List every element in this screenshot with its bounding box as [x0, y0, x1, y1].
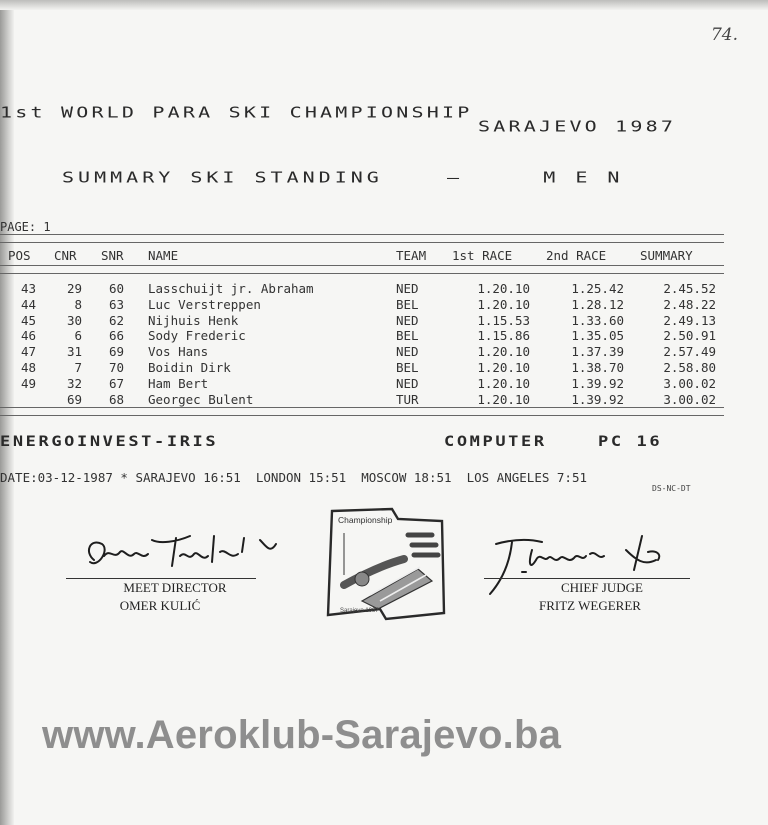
cell-race1: 1.20.10	[477, 296, 530, 312]
company-name: ENERGOINVEST-IRIS	[0, 433, 219, 450]
cell-cnr: 31	[66, 344, 82, 360]
cell-race2: 1.39.92	[571, 391, 624, 407]
cell-team: NED	[396, 375, 419, 391]
cell-summary: 2.49.13	[663, 312, 716, 328]
cell-cnr: 32	[66, 375, 82, 391]
cell-snr: 66	[108, 328, 124, 344]
chief-judge-line	[484, 578, 690, 579]
column-header: SUMMARY	[640, 248, 693, 263]
cell-race2: 1.37.39	[571, 344, 624, 360]
cell-team: BEL	[396, 328, 419, 344]
cell-race1: 1.15.53	[477, 312, 530, 328]
cell-snr: 69	[108, 344, 124, 360]
cell-summary: 2.48.22	[663, 296, 716, 312]
cell-race1: 1.20.10	[477, 344, 530, 360]
cell-race2: 1.39.92	[571, 375, 624, 391]
column-header: 1st RACE	[452, 248, 513, 263]
cell-summary: 2.58.80	[663, 360, 716, 375]
cell-race1: 1.20.10	[477, 375, 530, 391]
cell-summary: 2.45.52	[663, 281, 716, 296]
cell-race2: 1.38.70	[571, 360, 624, 375]
column-header: SNR	[101, 248, 124, 263]
page-number-note: 74.	[710, 25, 738, 45]
table-top-rule	[0, 234, 724, 243]
table-row	[0, 328, 730, 344]
cell-summary: 3.00.02	[663, 391, 716, 407]
cell-pos: 48	[20, 360, 36, 375]
cell-summary: 3.00.02	[663, 375, 716, 391]
cell-team: NED	[396, 344, 419, 360]
cell-name: Sody Frederic	[148, 328, 246, 344]
chief-judge-role: CHIEF JUDGE	[561, 580, 643, 595]
document-subtitle: SUMMARY SKI STANDING — M E N	[62, 168, 624, 186]
cell-pos: 46	[20, 328, 36, 344]
cell-snr: 70	[108, 360, 124, 375]
cell-pos: 44	[20, 296, 36, 312]
cell-snr: 63	[108, 296, 124, 312]
stamp-city: Sarajevo 1987	[340, 608, 379, 614]
cell-cnr: 69	[66, 391, 82, 407]
cell-race1: 1.20.10	[477, 360, 530, 375]
table-row	[0, 344, 730, 360]
table-row	[0, 297, 730, 313]
column-header: 2nd RACE	[546, 248, 607, 263]
cell-snr: 62	[108, 312, 124, 328]
document-title: 1st WORLD PARA SKI CHAMPIONSHIP	[0, 103, 473, 121]
cell-snr: 67	[108, 375, 124, 391]
cell-race1: 1.20.10	[477, 391, 530, 407]
cell-snr: 60	[108, 281, 124, 296]
computer-label: COMPUTER PC 16	[444, 433, 663, 450]
cell-cnr: 30	[66, 312, 82, 328]
cell-name: Luc Verstreppen	[148, 296, 261, 312]
table-header-row	[0, 248, 730, 264]
cell-race2: 1.28.12	[571, 296, 624, 312]
cell-cnr: 6	[74, 328, 82, 344]
cell-race1: 1.15.86	[477, 328, 530, 344]
cell-race2: 1.35.05	[571, 328, 624, 344]
column-header: TEAM	[396, 248, 427, 263]
cell-name: Nijhuis Henk	[148, 312, 239, 328]
cell-team: NED	[396, 312, 419, 328]
report-code: DS-NC-DT	[652, 484, 691, 493]
column-header: CNR	[54, 248, 77, 263]
column-header: NAME	[148, 248, 179, 263]
table-header-rule	[0, 265, 724, 274]
cell-pos: 45	[20, 312, 36, 328]
cell-race2: 1.25.42	[571, 281, 624, 296]
cell-cnr: 8	[74, 296, 82, 312]
table-row	[0, 360, 730, 376]
meet-director-name: OMER KULIĆ	[119, 598, 201, 613]
date-time-line: DATE:03-12-1987 * SARAJEVO 16:51 LONDON 15:51 MOSCOW 18:51 LOS ANGELES 7:51	[0, 470, 587, 485]
cell-pos: 49	[20, 375, 36, 391]
cell-snr: 68	[108, 391, 124, 407]
table-row	[0, 313, 730, 329]
chief-judge-name: FRITZ WEGERER	[539, 598, 641, 613]
document-location-year: SARAJEVO 1987	[478, 117, 677, 135]
meet-director-line	[66, 578, 256, 579]
page-label: PAGE: 1	[0, 220, 51, 234]
cell-name: Vos Hans	[148, 344, 209, 360]
table-bottom-rule	[0, 407, 724, 416]
cell-race2: 1.33.60	[571, 312, 624, 328]
cell-summary: 2.57.49	[663, 344, 716, 360]
cell-cnr: 7	[74, 360, 82, 375]
cell-race1: 1.20.10	[477, 281, 530, 296]
meet-director-signature	[80, 530, 290, 580]
stamp-title: Championship	[338, 515, 393, 525]
cell-team: BEL	[396, 296, 419, 312]
cell-team: TUR	[396, 391, 419, 407]
table-row	[0, 376, 730, 392]
page-top-shadow	[0, 0, 768, 10]
cell-name: Georgec Bulent	[148, 391, 254, 407]
cell-name: Lasschuijt jr. Abraham	[148, 281, 314, 296]
website-watermark: www.Aeroklub-Sarajevo.ba	[42, 713, 562, 757]
table-row	[0, 392, 730, 408]
cell-team: NED	[396, 281, 419, 296]
cell-name: Ham Bert	[148, 375, 209, 391]
cell-pos: 47	[20, 344, 36, 360]
cell-cnr: 29	[66, 281, 82, 296]
column-header: POS	[8, 248, 31, 263]
cell-name: Boidin Dirk	[148, 360, 231, 375]
cell-summary: 2.50.91	[663, 328, 716, 344]
meet-director-role: MEET DIRECTOR	[123, 580, 227, 595]
cell-pos: 43	[20, 281, 36, 296]
table-row	[0, 281, 730, 297]
cell-team: BEL	[396, 360, 419, 375]
